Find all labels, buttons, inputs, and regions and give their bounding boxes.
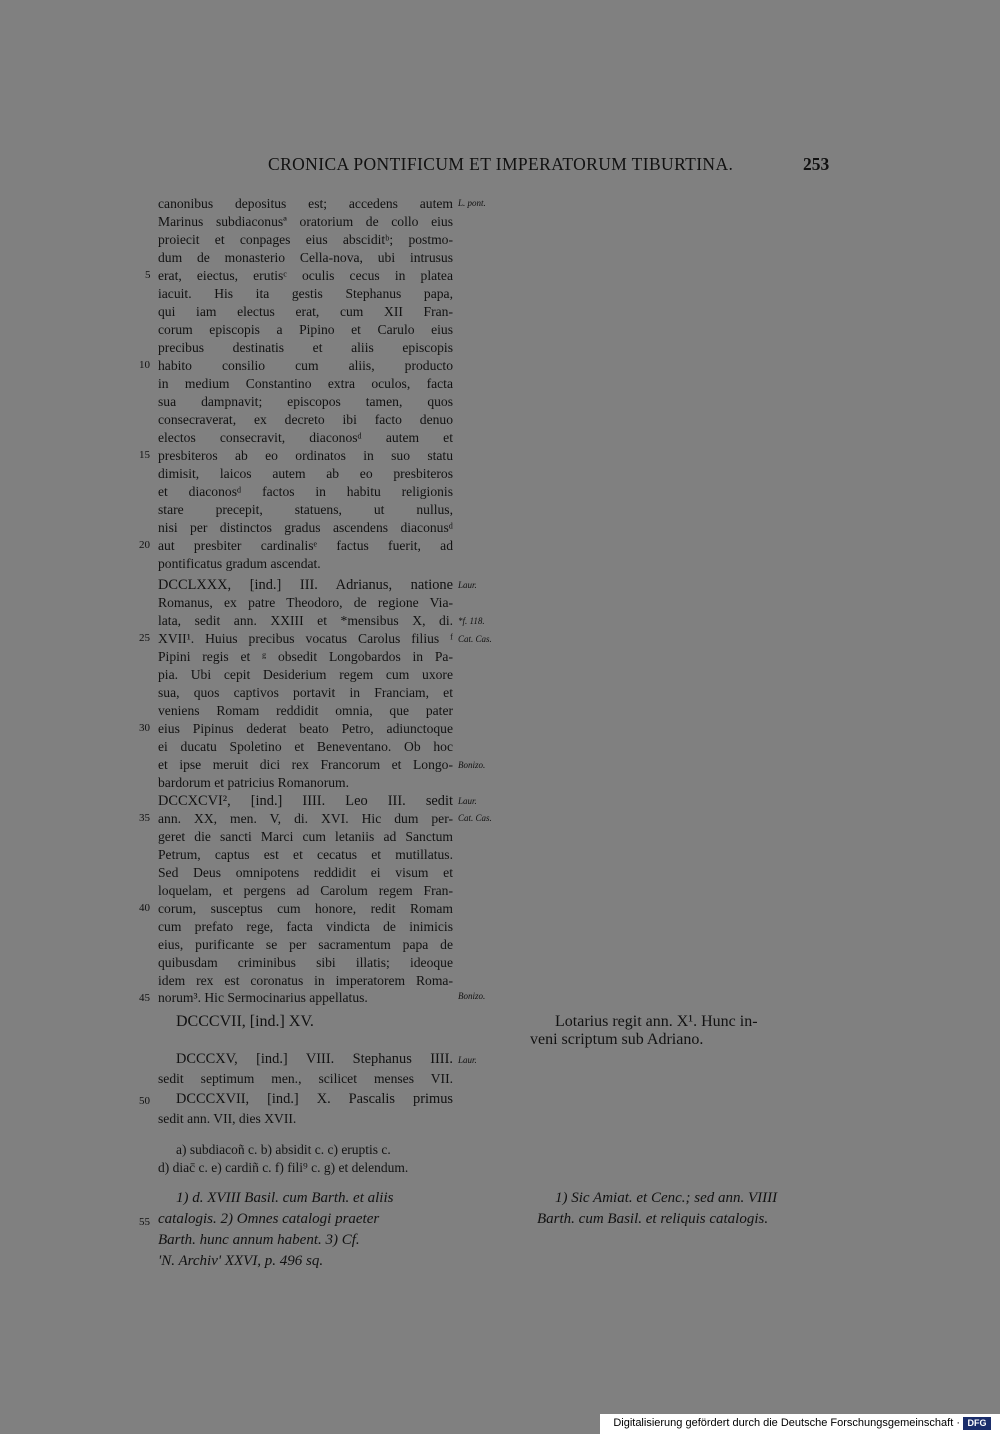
text-line: sedit ann. VII, dies XVII. (158, 1111, 297, 1126)
text-line: eius Pipinus dederat beato Petro, adiunctoque (158, 721, 453, 736)
line-number: 5 (145, 269, 151, 281)
variant-line: d) diac̄ c. e) cardiñ c. f) fili⁹ c. g) et delendum. (158, 1160, 409, 1175)
text-line: sua, quos captivos portavit in Franciam, et (158, 685, 453, 700)
text-line: corum, susceptus cum honore, redit Romam (158, 901, 453, 916)
folio-note: *f. 118. (458, 616, 485, 626)
text-line: dum de monasterio Cella-nova, ubi intrusus (158, 250, 453, 265)
text-line: pia. Ubi cepit Desiderium regem cum uxore (158, 667, 453, 682)
line-number: 50 (139, 1095, 150, 1107)
text-line: geret die sancti Marci cum letaniis ad Sanctum (158, 829, 453, 844)
text-line: veniens Romam reddidit omnia, que pater (158, 703, 453, 718)
footnote-line: Barth. hunc annum habent. 3) Cf. (158, 1232, 360, 1248)
footnote-line: Barth. cum Basil. et reliquis catalogis. (537, 1211, 769, 1227)
text-line: Romanus, ex patre Theodoro, de regione Via- (158, 595, 453, 610)
text-line: canonibus depositus est; accedens autem (158, 196, 453, 211)
text-line: ei ducatu Spoletino et Beneventano. Ob hoc (158, 739, 453, 754)
funding-notice: Digitalisierung gefördert durch die Deutsche Forschungsgemeinschaft · (613, 1417, 960, 1429)
text-line: Marinus subdiaconusª oratorium de collo eius (158, 214, 453, 229)
source-note: Laur. (458, 1055, 477, 1065)
text-line: erat, eiectus, erutisᶜ oculis cecus in platea (158, 268, 453, 283)
line-number: 15 (139, 449, 150, 461)
footnote-line: 'N. Archiv' XXVI, p. 496 sq. (158, 1253, 324, 1269)
right-column-line: Lotarius regit ann. X¹. Hunc in- (555, 1013, 758, 1030)
line-number: 45 (139, 992, 150, 1004)
source-note: L. pont. (458, 198, 486, 208)
text-line: idem rex est coronatus in imperatorem Roma- (158, 973, 453, 988)
page-number: 253 (803, 154, 830, 174)
text-line: bardorum et patricius Romanorum. (158, 775, 350, 790)
text-line: habito consilio cum aliis, producto (158, 358, 453, 373)
line-number: 20 (139, 539, 150, 551)
text-line: electos consecravit, diaconosᵈ autem et (158, 430, 453, 445)
source-note: Bonizo. (458, 760, 486, 770)
text-line: DCCCXV, [ind.] VIII. Stephanus IIII. (176, 1051, 453, 1067)
line-number: 40 (139, 902, 150, 914)
text-line: et diaconosᵈ factos in habitu religionis (158, 484, 453, 499)
text-line: Pipini regis et ᵍ obsedit Longobardos in Pa- (158, 649, 453, 664)
text-line: norum³. Hic Sermocinarius appellatus. (158, 990, 368, 1005)
text-line: XVII¹. Huius precibus vocatus Carolus filius ᶠ (158, 631, 453, 646)
text-line: consecraverat, ex decreto ibi facto denuo (158, 412, 453, 427)
text-line: corum episcopis a Pipino et Carulo eius (158, 322, 453, 337)
text-line: stare precepit, statuens, ut nullus, (158, 502, 453, 517)
line-number: 55 (139, 1216, 150, 1228)
text-line: aut presbiter cardinalisᵉ factus fuerit, ad (158, 538, 453, 553)
footnote-line: 1) Sic Amiat. et Cenc.; sed ann. VIIII (555, 1190, 778, 1206)
text-line: precibus destinatis et aliis episcopis (158, 340, 453, 355)
text-line: proiecit et conpages eius absciditᵇ; postmo- (158, 232, 453, 247)
source-note: Laur. (458, 580, 477, 590)
text-line: Petrum, captus est et cecatus et mutillatus. (158, 847, 453, 862)
footnote-line: catalogis. 2) Omnes catalogi praeter (158, 1211, 380, 1227)
text-line: qui iam electus erat, cum XII Fran- (158, 304, 453, 319)
text-line: loquelam, et pergens ad Carolum regem Fran- (158, 883, 453, 898)
source-note: Cat. Cas. (458, 634, 492, 644)
variant-line: a) subdiacoñ c. b) absidit c. c) eruptis c. (176, 1142, 391, 1157)
text-line: in medium Constantino extra oculos, facta (158, 376, 453, 391)
text-line: DCCCXVII, [ind.] X. Pascalis primus (176, 1091, 453, 1107)
text-line: nisi per distinctos gradus ascendens diaconusᵈ (158, 520, 453, 535)
text-line: ann. XX, men. V, di. XVI. Hic dum per- (158, 811, 453, 826)
line-number: 25 (139, 632, 150, 644)
source-note: Cat. Cas. (458, 813, 492, 823)
text-line: DCCXCVI², [ind.] IIII. Leo III. sedit (158, 793, 453, 809)
text-line: cum prefato rege, facta vindicta de inimicis (158, 919, 453, 934)
entry-heading: DCCCVII, [ind.] XV. (176, 1013, 314, 1030)
text-line: pontificatus gradum ascendat. (158, 556, 321, 571)
text-line: sua dampnavit; episcopos tamen, quos (158, 394, 453, 409)
text-line: sedit septimum men., scilicet menses VII. (158, 1071, 453, 1086)
running-header: CRONICA PONTIFICUM ET IMPERATORUM TIBURTINA. (268, 154, 734, 174)
text-line: DCCLXXX, [ind.] III. Adrianus, natione (158, 577, 453, 593)
text-line: lata, sedit ann. XXIII et *mensibus X, di. (158, 613, 453, 628)
line-number: 35 (139, 812, 150, 824)
text-line: iacuit. His ita gestis Stephanus papa, (158, 286, 453, 301)
text-line: quibusdam criminibus sibi illatis; ideoque (158, 955, 453, 970)
text-line: dimisit, laicos autem ab eo presbiteros (158, 466, 453, 481)
source-note: Laur. (458, 796, 477, 806)
text-line: Sed Deus omnipotens reddidit ei visum et (158, 865, 453, 880)
footnote-line: 1) d. XVIII Basil. cum Barth. et aliis (176, 1190, 394, 1206)
text-line: presbiteros ab eo ordinatos in suo statu (158, 448, 453, 463)
text-line: et ipse meruit dici rex Francorum et Longo- (158, 757, 453, 772)
line-number: 30 (139, 722, 150, 734)
line-number: 10 (139, 359, 150, 371)
right-column-line: veni scriptum sub Adriano. (530, 1031, 704, 1048)
dfg-logo-icon[interactable]: DFG (963, 1417, 991, 1430)
text-line: eius, purificante se per sacramentum papa de (158, 937, 453, 952)
source-note: Bonizo. (458, 991, 486, 1001)
